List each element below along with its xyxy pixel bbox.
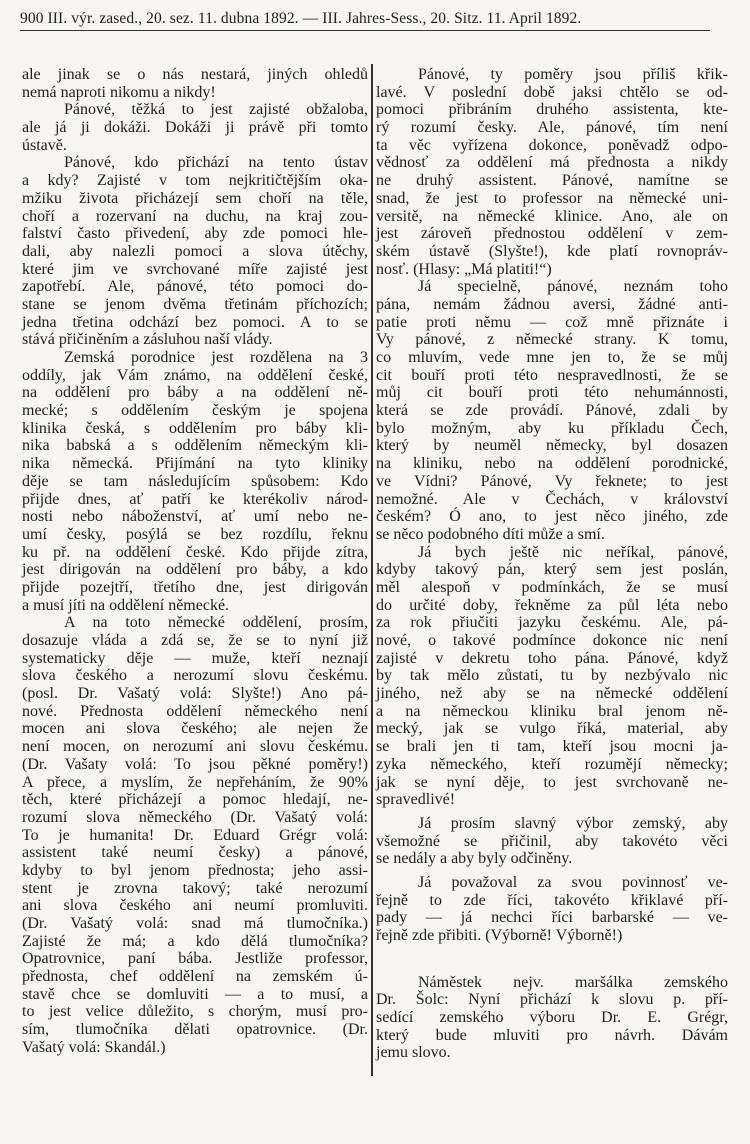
text-line: se něco podobného díti může a smí. [376,525,605,543]
text-line: To je humanita! Dr. Eduard Grégr volá: [22,826,368,844]
text-line: Pánové, kdo přichází na tento ústav [64,154,368,172]
text-line: vědnosť za oddělení má přednosta a nikdy [376,154,728,172]
text-line: nika babská a s oddělením německým kli- [22,437,368,455]
text-line: nemožné. Ale v Čechách, v království [376,490,728,508]
text-line: které jim ve svrchované míře zajisté jest [22,260,368,278]
text-line: na oddělení pro báby a na oddělení ně- [22,384,368,402]
text-line: všemožné se přičinil, aby takovéto věci [376,832,728,850]
text-line: můj cit bouří proti této nehumánnosti, [376,384,728,402]
text-line: Vašatý volá: Skandál.) [22,1038,166,1056]
text-line: oddíly, jak Vám známo, na oddělení české, [22,366,368,384]
left-column [22,66,368,1057]
page-header [20,8,710,31]
text-line: ta věc vyřízena dokonce, poněvadž odpo- [376,136,728,154]
text-line: umí česky, posýlá se bez rozdílu, řeknu [22,525,368,543]
text-line: to jest velice důležito, s chorým, musí pro- [22,1003,368,1021]
text-line: se nedály a aby byly odčiněny. [376,850,573,868]
text-line: mecký, jak se vulgo říká, material, aby [376,720,728,738]
text-line: sím, tlumočníka dělati opatrovnice. (Dr. [22,1021,368,1039]
text-line: jemu slovo. [376,1044,451,1062]
paragraph [376,974,728,1062]
text-line: nové, o takové podmínce dokonce nic není [376,632,728,649]
text-line: těch, které přicházejí a pomoc hledají, ne- [22,791,368,809]
text-line: Zajisté že má; a kdo dělá tlumočníka? [22,932,368,950]
text-line: není mocen, on nerozumí ani slovu českému. [22,738,368,756]
text-line: měl alespoň v podmínkách, že se musí [376,578,728,596]
text-line: a na německou kliniku bral jenom ně- [376,702,728,720]
text-line: se brali jen ti tam, kteří jsou mocni ja- [376,738,728,756]
text-line: mecké; s oddělením českým je spojena [22,402,368,420]
text-line: lavé. V poslední době jaksi chtělo se od- [376,83,728,101]
right-column [376,66,728,1062]
text-line: (Dr. Vašaty volá: To jsou pěkné poměry!) [22,755,368,773]
text-line: stává přičiněním a zásluhou naší vlády. [22,331,273,349]
text-line: nika německá. Přijímání na tyto kliniky [22,455,368,473]
text-line: Vy pánové, z německé strany. K tomu, [376,331,728,349]
paragraph [22,349,368,614]
text-line: stavě chce se domluviti — a to musí, a [22,985,368,1003]
running-head: 900 III. výr. zased., 20. sez. 11. dubna 1892. — III. Jahres-Sess., 20. Sitz. 11. April 1892. [20,10,582,27]
text-line: versitě, na německé klinice. Ano, ale on [376,207,728,225]
text-line: pomoci přibráním druhého assistenta, kte- [376,101,728,119]
paragraph [22,154,368,349]
text-line: dali, aby nalezli pomoci a slova útěchy, [22,242,368,260]
text-line: který by neuměl německy, byl dosazen [376,437,728,455]
text-line: choří a rozervaní na duchu, na kraj zou- [22,207,368,225]
text-line: řejně to zde říci, takovéto křiklavé pří- [376,891,728,909]
text-line: který bude mluviti pro návrh. Dávám [376,1026,728,1044]
text-line: zyka německého, kteří rozumějí německy; [376,755,728,773]
text-line: Opatrovnice, paní bába. Jestliže professor, [22,950,368,968]
text-line: Náměstek nejv. maršálka zemského [418,973,728,991]
text-line: zapotřebí. Ale, pánové, této pomoci do- [22,278,368,296]
text-line: jedna třetina odchází bez pomoci. A to se [22,313,368,331]
text-line: nové. Přednosta oddělení německého není [22,702,368,720]
text-line: ne druhý assistent. Pánové, namítne se [376,172,728,190]
text-line: Pánové, ty poměry jsou příliš křik- [418,66,728,83]
text-line: snad, že jest to professor na německé uni- [376,189,728,207]
text-line: pady — já nechci říci barbarské — ve- [376,909,728,927]
text-line: na kliniku, nebo na oddělení porodnické, [376,455,728,473]
text-line: přednosta, chef oddělení na zemském ú- [22,968,368,986]
text-line: která se zde provádí. Pánové, zdali by [376,402,728,420]
column-divider [371,64,373,1076]
text-line: kdyby to byl jenom přednosta; jeho assi- [22,861,368,879]
text-line: ani slova českého ani neumí promluviti. [22,897,368,915]
text-line: řejně zde přibiti. (Výborně! Výborně!) [376,927,623,944]
text-line: Já prosím slavný výbor zemský, aby [418,814,728,832]
text-line: Dr. Šolc: Nyní přichází k slovu p. pří- [376,991,728,1009]
text-line: pána, nemám žádnou aversi, žádné anti- [376,295,728,313]
text-line: A na toto německé oddělení, prosím, [64,614,368,632]
text-line: patie proti němu — což mně přiznáte i [376,313,728,331]
text-line: ve Vídni? Pánové, Vy řeknete; to jest [376,472,728,490]
text-line: nemá naproti nikomu a nikdy! [22,83,216,101]
paragraph [376,544,728,809]
text-line: stent je zrovna takový; také nerozumí [22,879,368,897]
text-line: a kdy? Zajisté v tom nejkritičtějším oka- [22,172,368,190]
text-line: Já považoval za svou povinnosť ve- [418,873,728,891]
text-line: ústavě. [22,136,67,154]
text-line: rý rozumí česky. Ale, pánové, tím není [376,119,728,137]
text-line: a musí jíti na oddělení německé. [22,596,230,614]
text-line: ale já ji dokáži. Dokáži ji právě při tomto [22,119,368,137]
text-line: slova českého a nerozumí slovu českému. [22,667,368,685]
text-line: ském ústavě (Slyšte!), kde platí rovnopráv- [376,242,728,260]
paragraph [376,815,728,868]
text-line: zajisté v dekretu toho pána. Pánové, když [376,649,728,667]
text-line: kdyby takový pán, který sem jest poslán, [376,561,728,579]
text-line: falství často přivedení, aby zde pomoci hle- [22,225,368,243]
text-line: jest dirigován na oddělení pro báby, a kdo [22,561,368,579]
text-line: bylo možným, aby ku příkladu Čech, [376,419,728,437]
text-line: sedící zemského výboru Dr. E. Grégr, [376,1009,728,1027]
text-line: co mluvím, vede mne jen to, že se můj [376,349,728,366]
text-line: cit bouří proti této nespravedlnosti, že se [376,366,728,384]
text-line: by tak mělo zůstati, tu by nezbývalo nic [376,667,728,685]
text-line: do určité doby, řekněme za půl léta nebo [376,596,728,614]
text-line: rozumí slova německého (Dr. Vašatý volá: [22,808,368,826]
paragraph [22,66,368,101]
text-line: nosť. (Hlasy: „Má platiti!“) [376,260,552,278]
paragraph [22,614,368,1056]
text-line: A přece, a myslím, že nepřeháním, že 90% [22,773,368,791]
paragraph [376,66,728,278]
text-line: děje se tam následujícím spůsobem: Kdo [22,472,368,490]
paragraph [22,101,368,154]
text-line: jest zároveň přednostou oddělení v zem- [376,225,728,243]
text-line: jiného, než aby se na německé oddělení [376,685,728,703]
text-line: stane se jenom dvěma třetinám příchozích; [22,295,368,313]
paragraph [376,278,728,543]
paragraph [376,874,728,945]
text-line: spravedlivé! [376,791,456,809]
text-line: Pánové, těžká to jest zajisté obžaloba, [64,101,368,119]
text-line: nosti nebo náboženství, ať umí nebo ne- [22,508,368,526]
text-line: jak se nyní děje, to jest svrchovaně ne- [376,773,728,791]
text-line: (Dr. Vašatý volá: snad má tlumočníka.) [22,915,368,932]
text-line: ku př. na oddělení české. Kdo přijde zítra, [22,543,368,561]
text-line: ale jinak se o nás nestará, jiných ohledů [22,66,368,83]
text-line: klinika česká, s oddělením pro báby kli- [22,419,368,437]
text-line: Zemská porodnice jest rozdělena na 3 [64,349,368,366]
text-line: za rok přiučiti jazyku českému. Ale, pá- [376,614,728,632]
text-line: mžiku života přicházejí sem choří na těle, [22,189,368,207]
text-line: (posl. Dr. Vašatý volá: Slyšte!) Ano pá- [22,685,368,703]
text-line: mocen ani slova českého; ale nejen že [22,720,368,738]
text-line: českém? Ó ano, to jest něco jiného, zde [376,508,728,526]
text-line: systematicky děje — muže, kteří neznají [22,649,368,667]
text-line: dosazuje vláda a zdá se, že se to nyní již [22,632,368,649]
text-line: přijde dnes, ať patří ke kterékoliv národ- [22,490,368,508]
text-line: přijde pozejtří, třetího dne, jest dirigován [22,578,368,596]
text-line: Já bych ještě nic neříkal, pánové, [418,543,728,561]
text-line: assistent také neumí česky) a pánové, [22,844,368,862]
text-line: Já specielně, pánové, neznám toho [418,278,728,296]
